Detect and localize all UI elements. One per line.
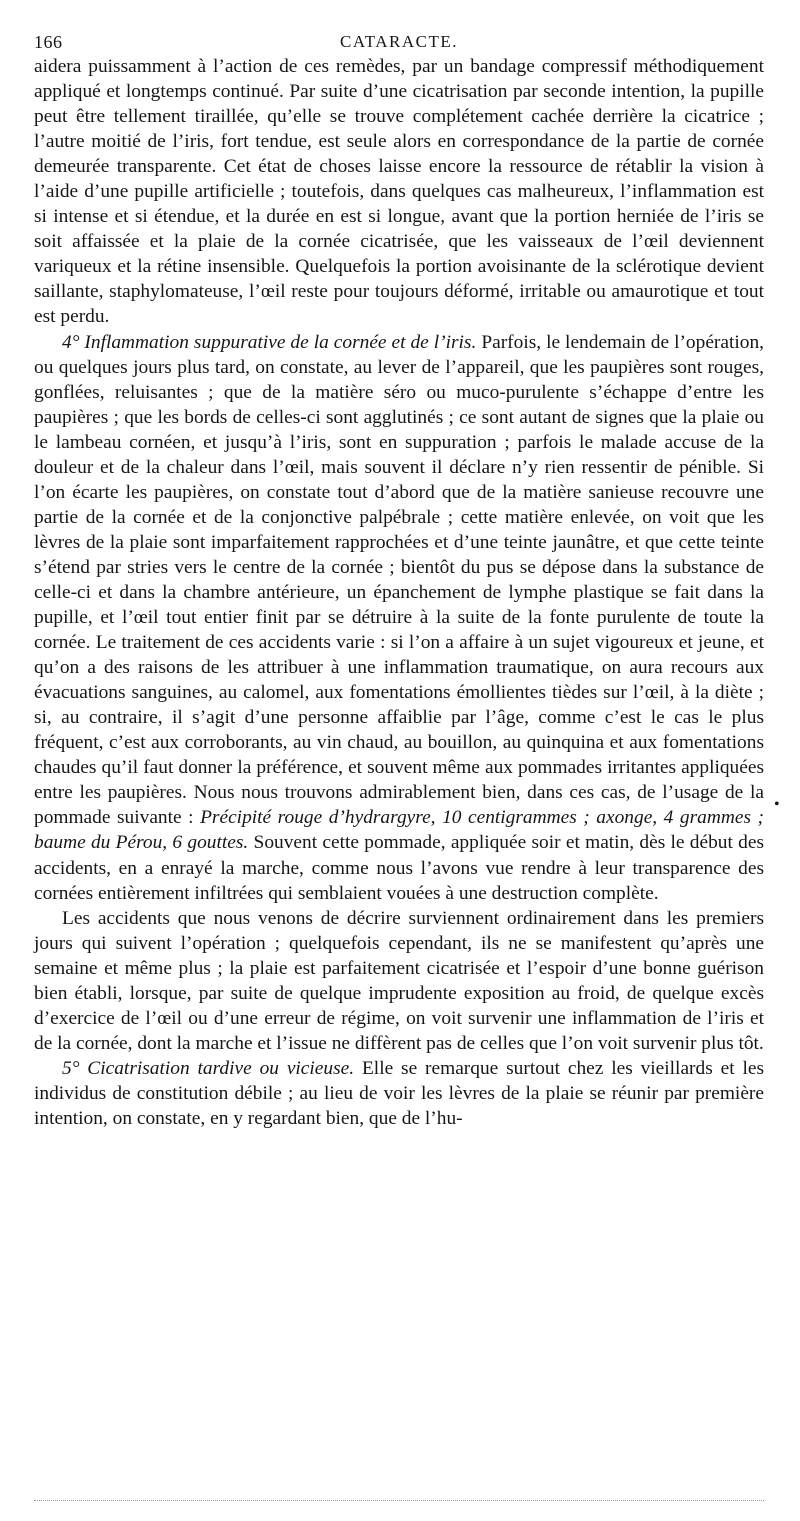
book-page xyxy=(34,0,764,1131)
paragraph-cicatrisation xyxy=(34,1056,764,1131)
paragraph-accidents: Les accidents que nous venons de décrire surviennent ordinairement dans les premiers jours qui suivent l’opération ; quelquefois cependant, ils ne se manifestent qu’après une semaine et même plus ; la plaie est parfaitement cicatrisée et l’espoir d’une bonne guérison bien établi, lorsque, par suite de quelque imprudente exposition au froid, de quelque excès d’exercice de l’œil ou d’une erreur de régime, on voit survenir une inflammation de l’iris et de la cornée, dont la marche et l’issue ne diffèrent pas de celles que l’on voit survenir plus tôt. xyxy=(34,907,764,1054)
page-number: 166 xyxy=(34,32,63,52)
running-head: CATARACTE. xyxy=(339,32,458,51)
paragraph-continuation: aidera puissamment à l’action de ces remèdes, par un bandage compressif méthodiquement appliqué et longtemps continué. Par suite d’une cicatrisation par seconde intention, la pupille peut être tellement tiraillée, qu’elle se trouve complétement cachée derrière la cicatrice ; l’autre moitié de l’iris, fort tendue, est seule alors en correspondance de la partie de cornée demeurée transparente. Cet état de choses laisse encore la ressource de rétablir la vision à l’aide d’une pupille artificielle ; toutefois, dans quelques cas malheureux, l’inflammation est si intense et si étendue, et la durée en est si longue, avant que la portion herniée de l’iris se soit affaissée et la plaie de la cornée cicatrisée, que les vaisseaux de l’œil deviennent variqueux et la rétine insensible. Quelquefois la portion avoisinante de la sclérotique devient saillante, staphylomateuse, l’œil reste pour toujours déformé, irritable ou amaurotique et tout est perdu. xyxy=(34,56,764,328)
section-heading-cicatrisation: 5° Cicatrisation tardive ou vicieuse. xyxy=(62,1057,355,1079)
margin-mark: • xyxy=(774,796,780,813)
paragraph-text: Souvent cette pommade, appliquée soir et matin, dès le début des accidents, en a enrayé la marche, comme nous l’avons vue rendre à leur transparence des cornées entièrement infiltrées qui semblaient vouées à une destruction complète. xyxy=(34,832,764,904)
footer-rule xyxy=(34,1500,764,1501)
section-heading-inflammation: 4° Inflammation suppurative de la cornée et de l’iris. xyxy=(62,331,477,353)
page-header xyxy=(34,0,764,54)
paragraph-text: Elle se remarque surtout chez les vieillards et les individus de constitution débile ; au lieu de voir les lèvres de la plaie se réunir par première intention, on constate, en y regardant bien, que de l’hu- xyxy=(34,1057,764,1129)
body-text xyxy=(34,54,764,1131)
paragraph-inflammation xyxy=(34,330,764,906)
paragraph-text: Parfois, le lendemain de l’opération, ou quelques jours plus tard, on constate, au lever de l’appareil, que les paupières sont rouges, gonflées, reluisantes ; que de la matière séro ou muco-purulente s’échappe d’entre les paupières ; que les bords de celles-ci sont agglutinés ; ce sont autant de signes que la plaie ou le lambeau cornéen, et jusqu’à l’iris, sont en suppuration ; parfois le malade accuse de la douleur et de la chaleur dans l’œil, mais souvent il déclare n’y rien ressentir de pénible. Si l’on écarte les paupières, on constate tout d’abord que de la matière sanieuse recouvre une partie de la cornée et de la conjonctive palpébrale ; cette matière enlevée, on voit que les lèvres de la plaie sont imparfaitement rapprochées et d’une teinte jaunâtre, et que cette teinte s’étend par stries vers le centre de la cornée ; bientôt du pus se dépose dans la substance de celle-ci et dans la chambre antérieure, un épanchement de lymphe plastique se fait dans la pupille, et l’œil tout entier finit par se détruire à la suite de la fonte purulente de toute la cornée. Le traitement de ces accidents varie : si l’on a affaire à un sujet vigoureux et jeune, et qu’on a des raisons de les attribuer à une inflammation traumatique, on aura recours aux évacuations sanguines, au calomel, aux fomentations émollientes tièdes sur l’œil, à la diète ; si, au contraire, il s’agit d’une personne affaiblie par l’âge, comme c’est le cas le plus fréquent, c’est aux corroborants, au vin chaud, au bouillon, au quinquina et aux fomentations chaudes qu’il faut donner la préférence, et souvent même aux pommades irritantes appliquées entre les paupières. Nous nous trouvons admirablement bien, dans ces cas, de l’usage de la pommade suivante : xyxy=(34,331,765,829)
pommade-formula: Précipité rouge d’hydrargyre, 10 centigrammes ; axonge, 4 grammes ; baume du Pérou, 6 gouttes. xyxy=(34,807,764,854)
